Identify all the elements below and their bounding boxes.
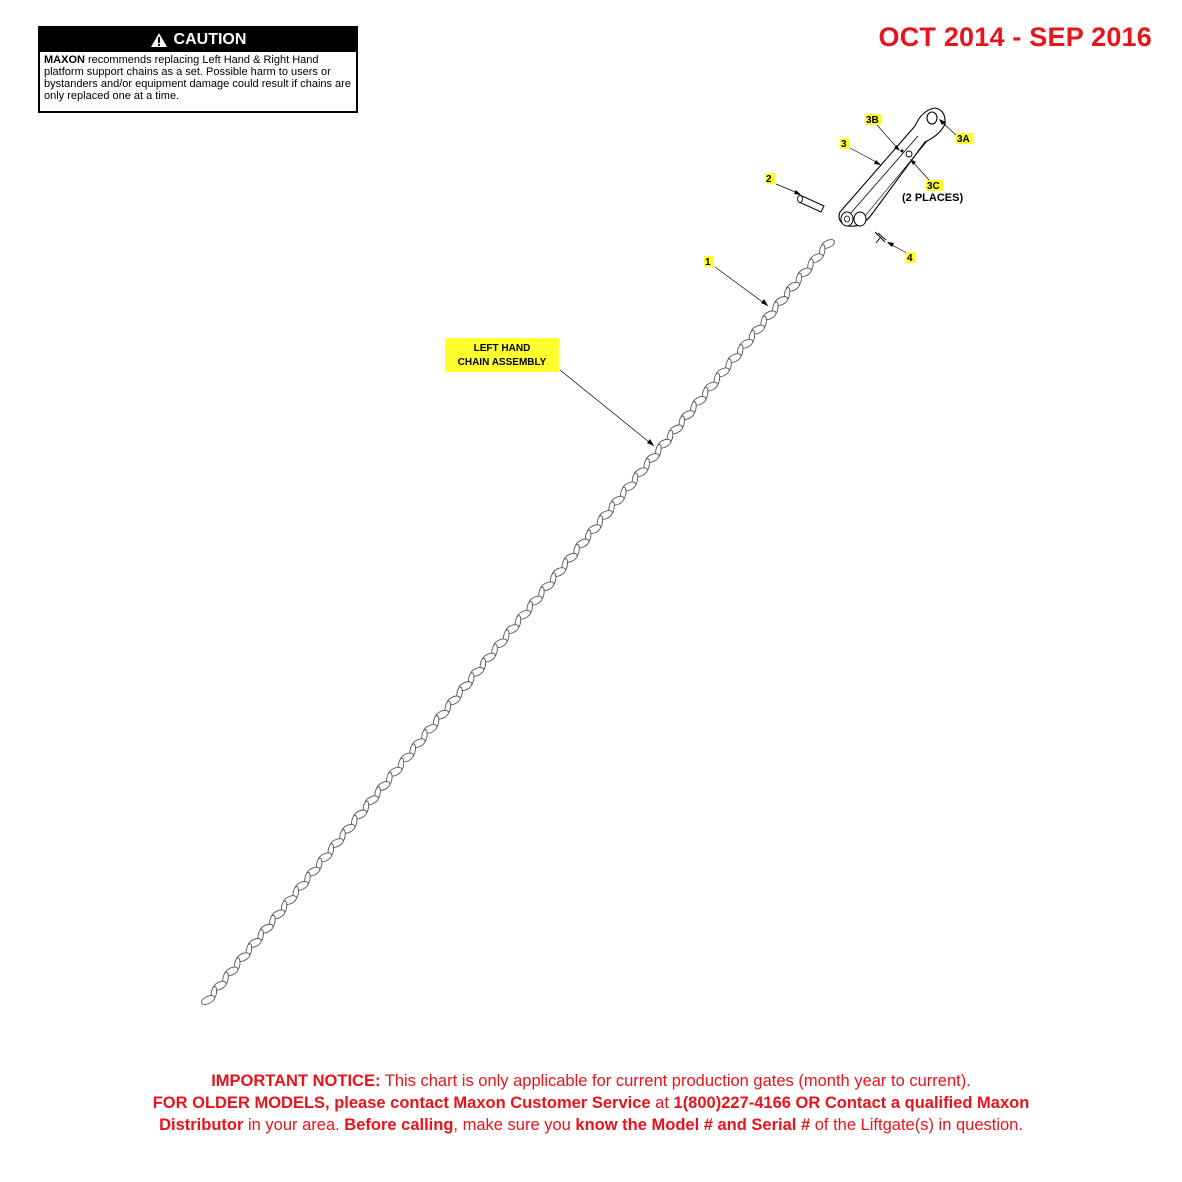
chain-bracket-drawing: [839, 108, 945, 226]
assembly-label-line2: CHAIN ASSEMBLY: [457, 357, 547, 368]
notice-older-models: FOR OLDER MODELS, please contact Maxon Customer Service: [152, 1094, 651, 1112]
notice-line-2: [60, 1092, 1122, 1114]
notice-in-area: in your area.: [243, 1116, 345, 1134]
notice-line-1: [60, 1070, 1122, 1092]
cotter-pin-drawing: [875, 232, 886, 243]
notice-line-3: [60, 1114, 1122, 1136]
chain-link: [200, 994, 216, 1007]
callout-1: 1: [705, 257, 711, 268]
assembly-label-line1: LEFT HAND: [473, 343, 531, 354]
callout-3c-note: (2 PLACES): [902, 192, 964, 204]
callout-3a: 3A: [957, 134, 970, 145]
callout-3b: 3B: [866, 115, 879, 126]
notice-at: at: [650, 1094, 674, 1112]
notice-heading: IMPORTANT NOTICE:: [211, 1072, 381, 1090]
caution-title: CAUTION: [173, 31, 247, 48]
important-notice: [60, 1070, 1122, 1136]
callout-3c: 3C: [927, 181, 940, 192]
notice-model-serial: know the Model # and Serial #: [575, 1116, 811, 1134]
notice-before-calling: Before calling: [344, 1116, 454, 1134]
notice-distributor: Distributor: [159, 1116, 244, 1134]
notice-liftgate: of the Liftgate(s) in question.: [810, 1116, 1023, 1134]
date-range: OCT 2014 - SEP 2016: [878, 22, 1152, 52]
notice-make-sure: , make sure you: [453, 1116, 576, 1134]
caution-brand: MAXON: [44, 54, 85, 66]
callout-3: 3: [841, 139, 847, 150]
callout-4: 4: [907, 253, 913, 264]
notice-phone: 1(800)227-4166 OR Contact a qualified Maxon: [673, 1094, 1030, 1112]
caution-message: recommends replacing Left Hand & Right Hand platform support chains as a set. Possible harm to users or bystanders and/or equipment damage could result if chains are only replaced one at a time.: [44, 54, 351, 102]
callout-2: 2: [766, 174, 772, 185]
pin-drawing: [798, 196, 825, 213]
notice-text-1: This chart is only applicable for current production gates (month year to current).: [380, 1072, 971, 1090]
